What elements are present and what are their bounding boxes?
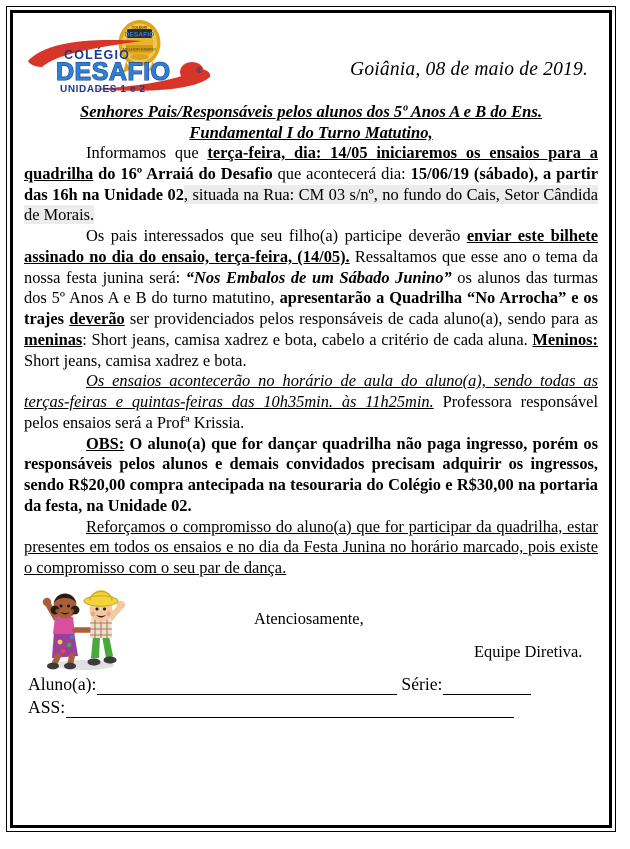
p2-seg3: Ressaltamos que esse ano o tema da nossa festa junina será: [24,246,598,287]
p1-seg3: do 16º Arraiá do Desafio [93,163,273,183]
colegio-desafio-logo-graphic [22,17,218,95]
letter-body [24,143,598,579]
p2-seg11: Meninos: [532,329,598,349]
paragraph-5 [24,517,598,579]
ass-input[interactable] [66,702,514,718]
p1-seg6: , situada na Rua: CM 03 s/nº, no fundo do Cais, Setor Cândida de Morais. [24,184,598,225]
assinatura-field-row [28,697,600,718]
closing-block [22,586,600,670]
document-border-frame [6,6,616,832]
aluno-input[interactable] [97,679,397,695]
p2-seg2: enviar este bilhete assinado no dia do ensaio, terça-feira, (14/05). [24,226,598,266]
ass-label: ASS: [28,696,66,717]
paragraph-4 [24,434,598,517]
p5-seg1: Reforçamos o compromisso do aluno(a) que for participar da quadrilha, estar presentes em todos os ensaios e no dia da Festa Junina no horário marcado, pois existe o compromisso com o seu par de dança. [24,516,598,578]
p2-seg1: Os pais interessados que seu filho(a) participe deverão [86,226,467,246]
p1-seg5: 15/06/19 (sábado), a partir das 16h na Unidade 02 [24,163,598,204]
p3-seg2: Professora responsável pelos ensaios será a Profª Krissia. [24,392,598,432]
salutation [24,101,598,143]
svg-text:®: ® [196,66,202,75]
p2-seg4: “Nos Embalos de um Sábado Junino” [185,267,452,287]
paragraph-1 [24,143,598,226]
p2-seg6: apresentarão a Quadrilha “No Arrocha” e os trajes [24,288,598,329]
svg-text:COLÉGIO: COLÉGIO [131,25,148,30]
salutation-line-2: Fundamental I do Turno Matutino, [189,123,433,143]
tear-off-form [22,674,600,718]
p2-seg5: os alunos das turmas dos 5º Anos A e B do turno matutino, [24,267,598,308]
serie-input[interactable] [443,679,531,695]
logo-units-text: UNIDADES 1 e 2 [60,84,146,95]
paragraph-2 [24,226,598,371]
paragraph-3 [24,371,598,433]
p2-seg7: deverão [69,309,125,329]
p1-seg1: Informamos que [86,143,208,163]
p4-seg2: O aluno(a) que for dançar quadrilha não paga ingresso, porém os responsáveis pelos alunos e demais convidados precisam adquirir os ingressos, sendo R$20,00 compra antecipada na tesouraria do Colégio e R$30,00 na portaria da festa, na Unidade 02. [24,433,598,515]
aluno-field-row [28,674,600,695]
document-header [22,17,600,95]
p2-seg12: Short jeans, camisa xadrez e bota. [24,350,247,370]
aluno-label: Aluno(a): [28,673,97,694]
p1-seg2: terça-feira, dia: 14/05 iniciaremos os ensaios para a quadrilha [24,143,598,183]
serie-label: Série: [401,673,443,694]
logo-desafio-text: DESAFIO [56,58,171,86]
p3-seg1: Os ensaios acontecerão no horário de aula do aluno(a), sendo todas as terças-feiras e quintas-feiras das 10h35min. às 11h25min. [24,371,598,412]
school-logo [22,17,218,95]
p4-seg1: OBS: [86,433,125,453]
signature-line: Equipe Diretiva. [474,641,583,661]
p2-seg10: : Short jeans, camisa xadrez e bota, cabelo a critério de cada aluna. [82,329,533,349]
closing-salutation: Atenciosamente, [254,608,364,628]
logo-colegio-text: COLÉGIO [64,48,131,62]
p1-seg4: que acontecerá dia: [272,163,411,183]
document-page [10,10,612,828]
festa-junina-dancing-couple-icon [36,588,132,672]
salutation-line-1: Senhores Pais/Responsáveis pelos alunos dos 5º Anos A e B do Ens. [79,102,542,121]
svg-text:MELHOR ENSINO: MELHOR ENSINO [122,46,157,52]
date-line: Goiânia, 08 de maio de 2019. [350,59,588,80]
p2-seg9: meninas [24,329,83,349]
svg-text:DESAFIO: DESAFIO [124,31,155,39]
p2-seg8: ser providenciados pelos responsáveis de cada aluno(a), sendo para as [124,309,598,329]
